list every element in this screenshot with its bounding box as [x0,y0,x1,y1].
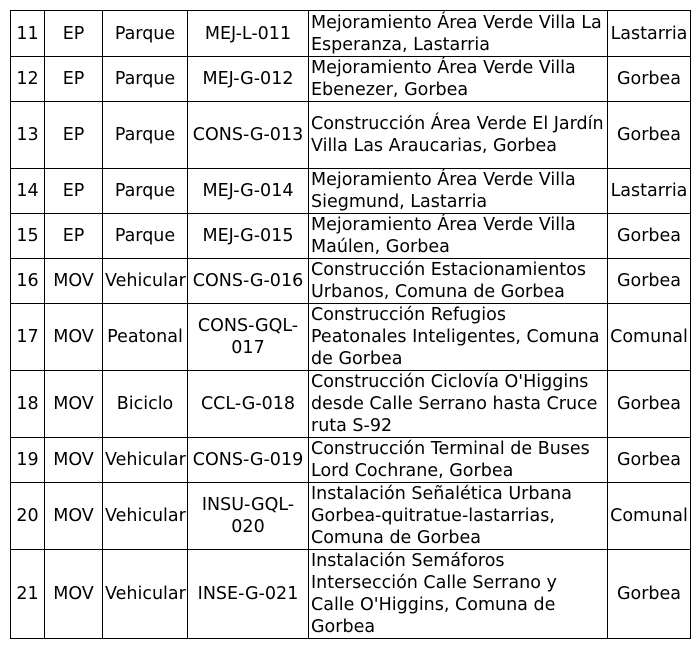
row-number: 13 [11,102,45,169]
project-description: Construcción Área Verde El Jardín Villa Las Araucarias, Gorbea [309,102,608,169]
project-subtype: Parque [103,11,188,57]
project-subtype: Vehicular [103,259,188,304]
row-number: 18 [11,371,45,438]
project-code: CONS-G-013 [188,102,309,169]
project-location: Gorbea [608,550,691,639]
table-row [11,371,691,438]
project-location: Gorbea [608,57,691,102]
project-type: MOV [45,259,103,304]
table-row [11,259,691,304]
project-type: MOV [45,550,103,639]
project-location: Gorbea [608,102,691,169]
project-type: EP [45,11,103,57]
project-description: Mejoramiento Área Verde Villa Siegmund, Lastarria [309,169,608,214]
project-location: Comunal [608,304,691,371]
row-number: 15 [11,214,45,259]
project-description: Instalación Semáforos Intersección Calle Serrano y Calle O'Higgins, Comuna de Gorbea [309,550,608,639]
project-location: Gorbea [608,371,691,438]
project-description: Construcción Ciclovía O'Higgins desde Calle Serrano hasta Cruce ruta S-92 [309,371,608,438]
project-code: CCL-G-018 [188,371,309,438]
project-subtype: Vehicular [103,438,188,483]
project-description: Construcción Terminal de Buses Lord Cochrane, Gorbea [309,438,608,483]
project-type: EP [45,57,103,102]
table-row [11,11,691,57]
row-number: 16 [11,259,45,304]
project-location: Gorbea [608,259,691,304]
project-description: Mejoramiento Área Verde Villa La Esperanza, Lastarria [309,11,608,57]
row-number: 21 [11,550,45,639]
table-row [11,438,691,483]
table-row [11,169,691,214]
project-type: EP [45,214,103,259]
project-subtype: Parque [103,102,188,169]
project-code: MEJ-G-015 [188,214,309,259]
project-description: Construcción Estacionamientos Urbanos, Comuna de Gorbea [309,259,608,304]
row-number: 12 [11,57,45,102]
project-description: Instalación Señalética Urbana Gorbea-quitratue-lastarrias, Comuna de Gorbea [309,483,608,550]
project-type: MOV [45,438,103,483]
project-subtype: Peatonal [103,304,188,371]
project-type: MOV [45,371,103,438]
project-subtype: Parque [103,214,188,259]
project-code: CONS-G-019 [188,438,309,483]
project-code: CONS-GQL-017 [188,304,309,371]
projects-table [10,10,691,639]
project-location: Gorbea [608,214,691,259]
project-description: Construcción Refugios Peatonales Inteligentes, Comuna de Gorbea [309,304,608,371]
table-row [11,102,691,169]
project-location: Comunal [608,483,691,550]
project-subtype: Vehicular [103,483,188,550]
row-number: 14 [11,169,45,214]
row-number: 20 [11,483,45,550]
project-type: EP [45,102,103,169]
project-location: Lastarria [608,11,691,57]
table-row [11,214,691,259]
project-location: Lastarria [608,169,691,214]
project-location: Gorbea [608,438,691,483]
project-subtype: Biciclo [103,371,188,438]
project-subtype: Vehicular [103,550,188,639]
project-code: MEJ-G-012 [188,57,309,102]
project-type: MOV [45,304,103,371]
project-type: MOV [45,483,103,550]
project-type: EP [45,169,103,214]
table-row [11,57,691,102]
table-row [11,304,691,371]
project-code: INSE-G-021 [188,550,309,639]
project-subtype: Parque [103,169,188,214]
row-number: 11 [11,11,45,57]
project-description: Mejoramiento Área Verde Villa Maúlen, Gorbea [309,214,608,259]
table-row [11,550,691,639]
row-number: 17 [11,304,45,371]
project-code: INSU-GQL-020 [188,483,309,550]
project-code: MEJ-L-011 [188,11,309,57]
project-code: MEJ-G-014 [188,169,309,214]
table-row [11,483,691,550]
row-number: 19 [11,438,45,483]
project-description: Mejoramiento Área Verde Villa Ebenezer, Gorbea [309,57,608,102]
project-subtype: Parque [103,57,188,102]
project-code: CONS-G-016 [188,259,309,304]
